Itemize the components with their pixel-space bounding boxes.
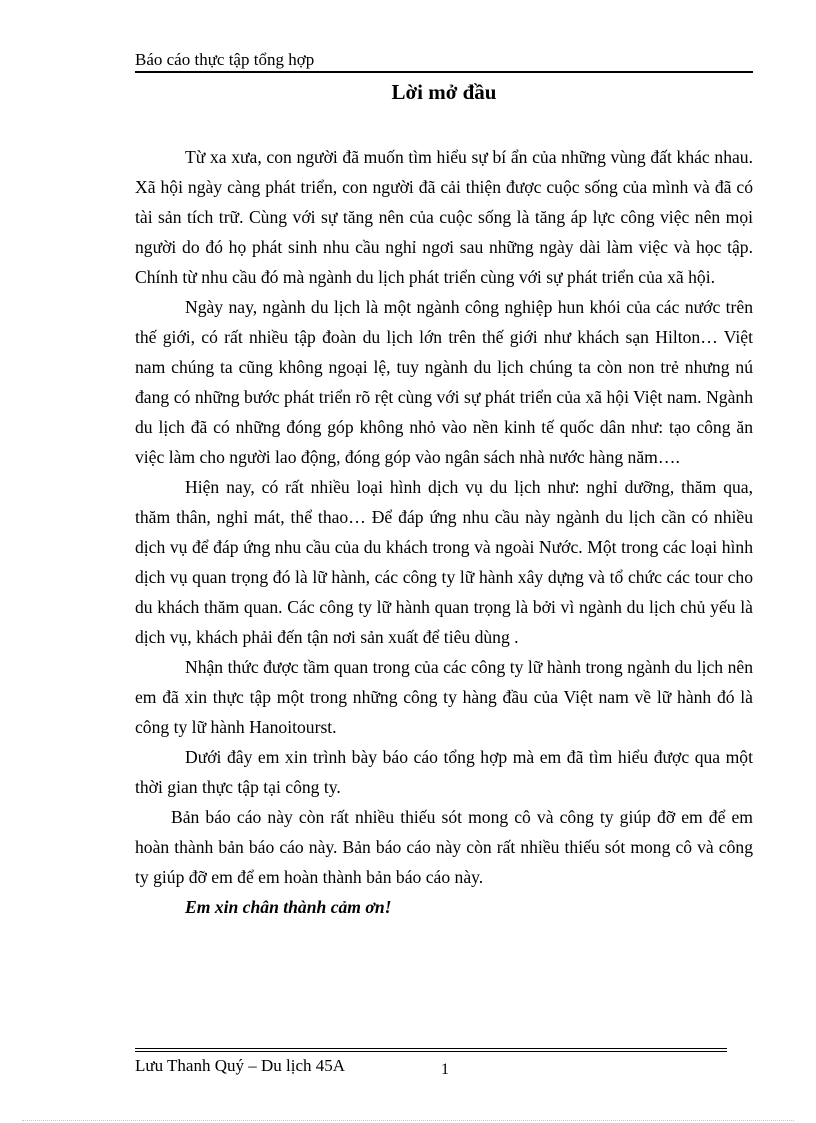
paragraph-1: Từ xa xưa, con người đã muốn tìm hiểu sự bí ẩn của những vùng đất khác nhau. Xã hội ngày càng phát triển, con người đã cải thiện được cuộc sống của mình và đã có tài sản tích trữ. Cùng với sự tăng nên của cuộc sống là tăng áp lực công việc nên mọi người do đó họ phát sinh nhu cầu nghỉ ngơi sau những ngày dài làm việc và học tập. Chính từ nhu cầu đó mà ngành du lịch phát triển cùng với sự phát triển của xã hội. <box>135 147 753 287</box>
footer-author: Lưu Thanh Quý – Du lịch 45A <box>135 1056 346 1075</box>
paragraph-5: Dưới đây em xin trình bày báo cáo tổng hợp mà em đã tìm hiểu được qua một thời gian thực tập tại công ty. <box>135 747 753 797</box>
paragraph-6: Bản báo cáo này còn rất nhiều thiếu sót mong cô và công ty giúp đỡ em để em hoàn thành bản báo cáo này. Bản báo cáo này còn rất nhiều thiếu sót mong cô và công ty giúp đỡ em để em hoàn thành bản báo cáo này. <box>135 807 753 887</box>
page-bottom-edge <box>22 1120 794 1121</box>
page-number: 1 <box>441 1061 449 1078</box>
paragraph-2: Ngày nay, ngành du lịch là một ngành công nghiệp hun khói của các nước trên thế giới, có rất nhiều tập đoàn du lịch lớn trên thế giới như khách sạn Hilton… Việt nam chúng ta cũng không ngoại lệ, tuy ngành du lịch chúng ta còn non trẻ nhưng nú đang có những bước phát triển rõ rệt cùng với sự phát triển của xã hội Việt nam. Ngành du lịch đã có những đóng góp không nhỏ vào nền kinh tế quốc dân như: tạo công ăn việc làm cho người lao động, đóng góp vào ngân sách nhà nước hàng năm…. <box>135 297 753 467</box>
paragraph-4: Nhận thức được tầm quan trong của các công ty lữ hành trong ngành du lịch nên em đã xin thực tập một trong những công ty hàng đầu của Việt nam về lữ hành đó là công ty lữ hành Hanoitourst. <box>135 657 753 737</box>
footer-rule-top <box>135 1048 727 1049</box>
footer-rule-bottom <box>135 1051 727 1052</box>
document-body <box>135 142 753 922</box>
closing-line: Em xin chân thành cảm ơn! <box>185 897 392 917</box>
paragraph-3: Hiện nay, có rất nhiều loại hình dịch vụ du lịch như: nghỉ dưỡng, thăm qua, thăm thân, nghỉ mát, thể thao… Để đáp ứng nhu cầu này ngành du lịch cần có nhiều dịch vụ để đáp ứng nhu cầu của du khách trong và ngoài Nước. Một trong các loại hình dịch vụ quan trọng đó là lữ hành, các công ty lữ hành xây dựng và tổ chức các tour cho du khách thăm quan. Các công ty lữ hành quan trọng là bởi vì ngành du lịch chủ yếu là dịch vụ, khách phải đến tận nơi sản xuất để tiêu dùng . <box>135 477 753 647</box>
running-header: Báo cáo thực tập tổng hợp <box>135 50 315 69</box>
header-rule <box>135 71 753 73</box>
page-title: Lời mở đầu <box>391 80 497 104</box>
